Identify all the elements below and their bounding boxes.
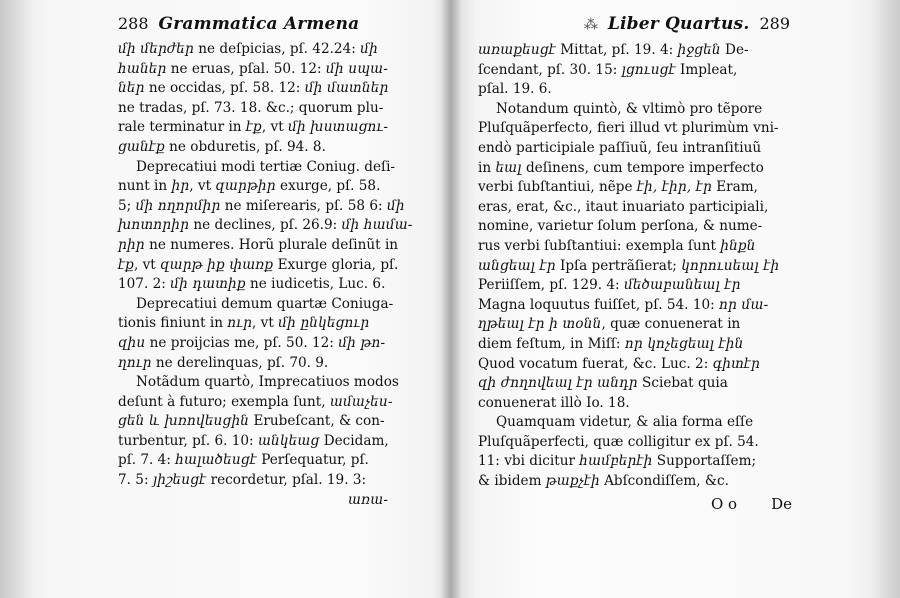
latin-text: 11: vbi dicitur (478, 453, 580, 470)
text-line (478, 139, 796, 159)
latin-text: Eram, (711, 179, 758, 196)
latin-text: Perſequatur, pſ. (256, 452, 369, 469)
left-running-title: Grammatica Armena (158, 14, 360, 34)
latin-text: conuenerat illò Io. 18. (478, 394, 630, 411)
latin-text: pſ. 7. 4: (118, 452, 176, 469)
right-footer (478, 494, 796, 514)
text-line (478, 374, 796, 394)
text-line (118, 40, 436, 60)
text-line (118, 393, 436, 413)
latin-text: ſcendant, pſ. 30. 15: (478, 61, 622, 78)
latin-text: ne obduretis, pſ. 94. 8. (164, 138, 326, 155)
latin-text: Mittat, pſ. 19. 4: (555, 42, 678, 58)
right-folio: 289 (759, 14, 790, 33)
latin-text: 107. 2: (118, 276, 171, 293)
latin-text: tionis finiunt in (118, 315, 228, 332)
latin-text: ne iudicetis, Luc. 6. (245, 276, 386, 293)
latin-text: deſinens, cum tempore imperfecto (521, 159, 764, 176)
armenian-word: մի դատիք (170, 276, 246, 293)
text-line (118, 314, 436, 334)
latin-text: ne proijcias me, pſ. 50. 12: (145, 334, 339, 351)
armenian-word: րիր (118, 236, 145, 253)
latin-text: nunt in (118, 178, 172, 195)
text-line (118, 354, 436, 374)
text-line (478, 41, 796, 61)
armenian-word: զարթիր (215, 178, 276, 195)
text-line (478, 100, 796, 120)
left-page (118, 14, 436, 510)
armenian-word: անկեաց (257, 432, 320, 449)
latin-text: ne numeres. Horũ plurale deſinũt in (144, 236, 399, 253)
armenian-word: առաքեսցէ (478, 42, 556, 58)
armenian-word: մի (386, 197, 405, 214)
text-line (478, 472, 796, 492)
armenian-word: յիշեսցէ (152, 472, 207, 489)
latin-text: ne derelinquas, pſ. 70. 9. (151, 354, 329, 371)
armenian-word: ղուր (118, 354, 152, 371)
latin-text: , vt (189, 178, 216, 195)
latin-text: Impleat, (675, 61, 738, 78)
latin-text: Pluſquãperfecto, fieri illud vt plurimùm vni- (478, 120, 779, 137)
armenian-word: ուր (227, 315, 253, 332)
text-line (478, 276, 796, 296)
text-line (478, 452, 796, 472)
text-line (478, 61, 796, 81)
text-line (478, 433, 796, 453)
text-line (478, 355, 796, 375)
right-running-title: Liber Quartus. (607, 14, 750, 34)
right-page (478, 14, 796, 514)
right-page-edge (870, 0, 900, 598)
text-line (118, 99, 436, 119)
latin-text: 7. 5: (118, 472, 153, 489)
armenian-word: էք (118, 256, 134, 273)
text-line (478, 159, 796, 179)
text-line (118, 295, 436, 315)
latin-text: ne tradas, pſ. 73. 18. &c.; quorum plu- (118, 99, 384, 116)
latin-text: Abſcondiſſem, &c. (599, 473, 729, 490)
armenian-word: մի ողորմիր (135, 197, 221, 214)
latin-text: Periiſſem, pſ. 129. 4: (478, 277, 624, 294)
right-running-head (478, 14, 796, 35)
armenian-word: համբերէի (579, 453, 653, 470)
armenian-word: որ մա- (719, 296, 769, 313)
armenian-word: մի մերժեր (118, 41, 194, 57)
text-line (478, 80, 796, 100)
left-page-edge (0, 0, 34, 598)
armenian-word: ամաչես- (329, 393, 393, 410)
armenian-word: մի համա- (341, 217, 413, 234)
text-line (118, 256, 436, 276)
text-line (118, 236, 436, 256)
right-catchword: De (771, 494, 792, 513)
armenian-word: էք (245, 119, 262, 136)
text-line (118, 412, 436, 432)
text-line (118, 79, 436, 99)
latin-text: ne miſerearis, pſ. 58 6: (220, 197, 387, 214)
text-line (118, 197, 436, 217)
latin-text: Pluſquãperfecti, quæ colligitur ex pſ. 54. (478, 433, 759, 450)
latin-text: Exurge gloria, pſ. (273, 256, 399, 273)
text-line (118, 451, 436, 471)
latin-text: Erubeſcant, & con- (249, 413, 385, 430)
armenian-word: մի ընկեցուր (278, 315, 370, 332)
latin-text: Sciebat quia (637, 375, 728, 392)
armenian-word: իջցեն (677, 42, 721, 58)
latin-text: recordetur, pſal. 19. 3: (206, 472, 367, 489)
text-line (478, 257, 796, 277)
armenian-word: մեծաբանեալ էր (623, 277, 741, 294)
armenian-word: գիտէր (712, 355, 761, 372)
latin-text: , vt (261, 119, 288, 136)
latin-text: Quod vocatum fuerat, &c. Luc. 2: (478, 355, 713, 372)
armenian-word: մի խստացու- (287, 119, 389, 136)
latin-text: ne eruas, pſal. 50. 12: (166, 60, 326, 77)
armenian-word: զարթ իք փառք (160, 256, 274, 273)
latin-text: in (478, 159, 496, 176)
text-line (118, 216, 436, 236)
text-line (118, 158, 436, 178)
latin-text: Deprecatiui demum quartæ Coniuga- (136, 295, 394, 312)
armenian-word: մի (360, 41, 378, 57)
running-head-ornament: ⁂ (583, 17, 598, 33)
text-line (478, 296, 796, 316)
latin-text: rale terminatur in (118, 119, 246, 136)
left-catchword: առա- (348, 491, 389, 508)
text-line (118, 138, 436, 158)
text-line (118, 275, 436, 295)
latin-text: pſal. 19. 6. (478, 81, 552, 98)
armenian-word: զիս (118, 334, 146, 351)
armenian-word: զի ժողովեալ էր անդր (478, 375, 638, 392)
latin-text: rus verbi ſubſtantiui: exempla ſunt (478, 237, 721, 254)
text-line (118, 177, 436, 197)
armenian-word: հաներ (118, 60, 167, 77)
latin-text: turbentur, pſ. 6. 10: (118, 432, 258, 449)
left-folio: 288 (118, 14, 149, 33)
armenian-word: որ կոչեցեալ էին (624, 335, 744, 352)
latin-text: 5; (118, 197, 136, 214)
armenian-word: ղթեալ էր ի տօնն (478, 316, 602, 333)
text-line (118, 471, 436, 491)
armenian-word: անցեալ էր (478, 257, 556, 274)
text-line (118, 334, 436, 354)
latin-text: Magna loquutus fuiſſet, pſ. 54. 10: (478, 296, 720, 313)
armenian-word: ինքն (720, 237, 756, 254)
latin-text: ne declines, pſ. 26.9: (189, 217, 342, 234)
latin-text: ne deſpicias, pſ. 42.24: (193, 41, 361, 57)
latin-text: , vt (252, 315, 279, 332)
text-line (478, 119, 796, 139)
armenian-word: հալածեսցէ (175, 452, 257, 469)
signature-mark: O o (710, 494, 738, 513)
latin-text: deſunt à futuro; exempla ſunt, (118, 393, 330, 410)
armenian-word: ներ (118, 80, 145, 97)
book-gutter (440, 0, 462, 598)
armenian-word: ցանէք (118, 138, 165, 155)
latin-text: nomine, varietur ſolum perſona, & nume- (478, 218, 763, 235)
text-line (478, 315, 796, 335)
latin-text: Deprecatiui modi tertiæ Coniug. deſi- (136, 158, 396, 175)
armenian-word: մի թո- (338, 334, 386, 351)
latin-text: endò participiale paſſiuũ, ſeu intranſitiuũ (478, 139, 762, 156)
text-line (118, 432, 436, 452)
right-page-text (478, 41, 796, 492)
armenian-word: խոտորիր (118, 217, 190, 234)
armenian-word: էի, էիր, էր (636, 179, 712, 196)
armenian-word: լցուսցէ (621, 61, 676, 78)
text-line (118, 118, 436, 138)
latin-text: De- (720, 42, 749, 58)
text-line (478, 413, 796, 433)
armenian-word: ցեն և խռովեսցին (118, 413, 250, 430)
text-line (478, 198, 796, 218)
latin-text: Supportaſſem; (652, 453, 757, 470)
latin-text: ne occidas, pſ. 58. 12: (144, 80, 305, 97)
latin-text: eras, erat, &c., itaut inuariato participiali, (478, 198, 769, 215)
armenian-word: մի մատներ (304, 80, 389, 97)
latin-text: exurge, pſ. 58. (275, 178, 381, 195)
armenian-word: մի սպա- (325, 60, 389, 77)
text-line (478, 237, 796, 257)
latin-text: Notandum quintò, & vltimò pro tẽpore (496, 100, 763, 117)
left-running-head (118, 14, 436, 34)
text-line (478, 178, 796, 198)
latin-text: Decidam, (319, 432, 389, 449)
armenian-word: թաքչէի (545, 473, 600, 490)
latin-text: diem feſtum, in Miſſ: (478, 335, 625, 352)
armenian-word: կորուսեալ էի (681, 257, 780, 274)
text-line (118, 373, 436, 393)
latin-text: Ipſa pertrãſierat; (555, 257, 682, 274)
text-line (478, 394, 796, 414)
latin-text: verbi ſubſtantiui, nẽpe (478, 179, 637, 196)
text-line (478, 217, 796, 237)
latin-text: Notãdum quartò, Imprecatiuos modos (136, 374, 399, 391)
text-line (118, 60, 436, 80)
text-line (478, 335, 796, 355)
left-page-text (118, 40, 436, 491)
latin-text: Quamquam videtur, & alia forma eſſe (496, 414, 754, 431)
armenian-word: իր (171, 178, 190, 195)
latin-text: , vt (133, 256, 161, 273)
armenian-word: եալ (495, 159, 522, 176)
latin-text: & ibidem (478, 473, 546, 490)
latin-text: , quæ conuenerat in (601, 316, 741, 333)
